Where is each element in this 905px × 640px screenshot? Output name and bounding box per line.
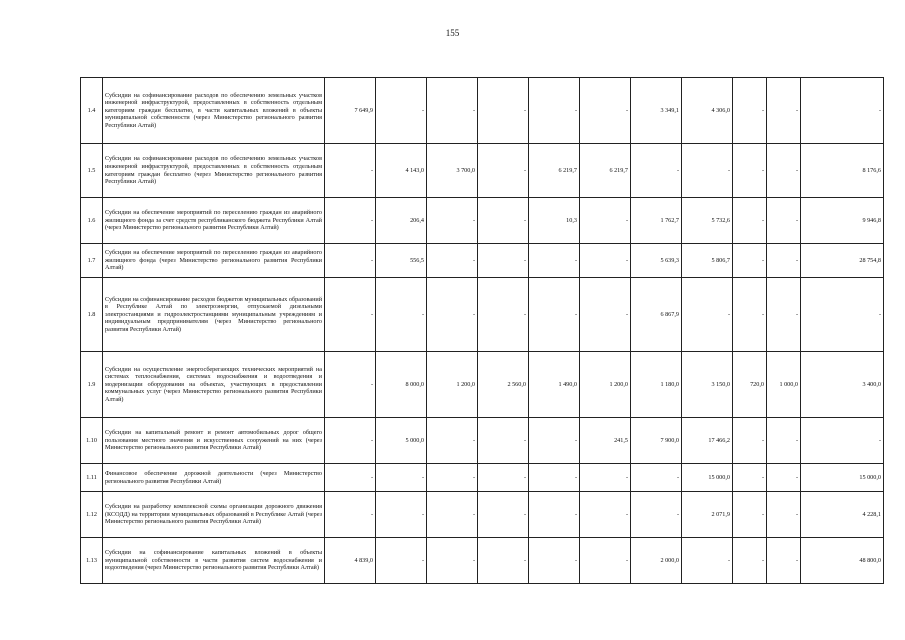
row-number: 1.5 (81, 144, 103, 198)
value-cell: - (767, 492, 801, 538)
value-cell: - (580, 464, 631, 492)
table-row (81, 244, 884, 278)
table-row (81, 492, 884, 538)
value-cell: 9 946,8 (801, 198, 884, 244)
value-cell: - (529, 464, 580, 492)
value-cell: 8 000,0 (376, 352, 427, 418)
value-cell: - (376, 78, 427, 144)
value-cell: - (478, 418, 529, 464)
row-description: Субсидии на обеспечение мероприятий по переселению граждан из аварийного жилищного фонда за счет средств республиканского бюджета Республики Алтай (через Министерство регионального развития Республики Алтай) (103, 198, 325, 244)
value-cell: - (580, 198, 631, 244)
value-cell: - (325, 144, 376, 198)
row-description: Субсидии на капитальный ремонт и ремонт автомобильных дорог общего пользования местного значения и искусственных сооружений на них (через Министерство регионального развития Республики Алтай) (103, 418, 325, 464)
row-number: 1.10 (81, 418, 103, 464)
value-cell: 4 143,0 (376, 144, 427, 198)
value-cell: 1 762,7 (631, 198, 682, 244)
value-cell: 5 732,6 (682, 198, 733, 244)
row-description: Субсидии на софинансирование расходов по обеспечению земельных участков инженерной инфраструктурой, предоставленных в собственность отдельным категориям граждан бесплатно, в части капитальных вложений в объекты муниципальной собственности (через Министерство регионального развития Республики Алтай) (103, 78, 325, 144)
value-cell: 17 466,2 (682, 418, 733, 464)
value-cell: - (478, 464, 529, 492)
value-cell: - (580, 278, 631, 352)
value-cell: 3 150,0 (682, 352, 733, 418)
value-cell: 4 839,0 (325, 538, 376, 584)
value-cell: - (529, 244, 580, 278)
value-cell: 7 649,9 (325, 78, 376, 144)
table-row (81, 198, 884, 244)
table-row (81, 144, 884, 198)
row-description: Финансовое обеспечение дорожной деятельности (через Министерство регионального развития Республики Алтай) (103, 464, 325, 492)
value-cell: - (767, 198, 801, 244)
value-cell: - (733, 464, 767, 492)
value-cell: - (767, 144, 801, 198)
row-number: 1.8 (81, 278, 103, 352)
value-cell: - (376, 278, 427, 352)
value-cell: - (325, 198, 376, 244)
value-cell: - (478, 78, 529, 144)
value-cell: - (325, 278, 376, 352)
row-number: 1.11 (81, 464, 103, 492)
value-cell: 6 219,7 (580, 144, 631, 198)
value-cell: 1 200,0 (580, 352, 631, 418)
value-cell: 2 071,9 (682, 492, 733, 538)
value-cell: - (325, 352, 376, 418)
value-cell: - (478, 538, 529, 584)
value-cell: 241,5 (580, 418, 631, 464)
value-cell: 1 490,0 (529, 352, 580, 418)
value-cell: - (580, 492, 631, 538)
value-cell: - (478, 198, 529, 244)
value-cell: - (733, 538, 767, 584)
table-row (81, 418, 884, 464)
value-cell: 5 000,0 (376, 418, 427, 464)
value-cell: 3 349,1 (631, 78, 682, 144)
value-cell: - (767, 418, 801, 464)
value-cell: - (631, 144, 682, 198)
value-cell: 1 180,0 (631, 352, 682, 418)
value-cell: - (801, 278, 884, 352)
value-cell: - (682, 538, 733, 584)
value-cell: - (767, 78, 801, 144)
value-cell: - (325, 244, 376, 278)
table-row (81, 352, 884, 418)
row-number: 1.7 (81, 244, 103, 278)
table-row (81, 538, 884, 584)
value-cell: - (529, 492, 580, 538)
row-description: Субсидии на софинансирование капитальных вложений в объекты муниципальной собственности в части развития систем водоснабжения и водоотведения (через Министерство регионального развития Республики Алтай) (103, 538, 325, 584)
value-cell: - (376, 492, 427, 538)
row-number: 1.12 (81, 492, 103, 538)
value-cell: - (580, 244, 631, 278)
value-cell: - (529, 538, 580, 584)
value-cell: - (801, 78, 884, 144)
row-description: Субсидии на софинансирование расходов по обеспечению земельных участков инженерной инфраструктурой, предоставленных в собственность отдельным категориям граждан бесплатно (через Министерство регионального развития Республики Алтай) (103, 144, 325, 198)
value-cell: - (631, 492, 682, 538)
budget-table (80, 77, 884, 584)
value-cell: - (733, 492, 767, 538)
row-description: Субсидии на обеспечение мероприятий по переселению граждан из аварийного жилищного фонда (через Министерство регионального развития Республики Алтай) (103, 244, 325, 278)
value-cell: - (767, 538, 801, 584)
value-cell: 206,4 (376, 198, 427, 244)
value-cell: 720,0 (733, 352, 767, 418)
row-description: Субсидии на софинансирование расходов бюджетов муниципальных образований в Республике Алтай по электроэнергии, отпускаемой дизельными электростанциями и гидроэлектростанциями муниципальным учреждениям и индивидуальным предпринимателям (через Министерство регионального развития Республики Алтай) (103, 278, 325, 352)
value-cell: - (427, 198, 478, 244)
value-cell: - (325, 492, 376, 538)
value-cell: 3 700,0 (427, 144, 478, 198)
value-cell: - (478, 244, 529, 278)
page-number: 155 (445, 28, 460, 38)
value-cell: 10,3 (529, 198, 580, 244)
value-cell: 4 228,1 (801, 492, 884, 538)
value-cell: - (427, 244, 478, 278)
value-cell: - (427, 492, 478, 538)
row-number: 1.4 (81, 78, 103, 144)
value-cell: - (427, 78, 478, 144)
value-cell: - (478, 278, 529, 352)
value-cell: 2 560,0 (478, 352, 529, 418)
value-cell: - (580, 78, 631, 144)
value-cell: - (682, 278, 733, 352)
value-cell: - (733, 244, 767, 278)
value-cell: - (733, 278, 767, 352)
value-cell: - (427, 464, 478, 492)
value-cell: 48 800,0 (801, 538, 884, 584)
value-cell: - (376, 538, 427, 584)
row-description: Субсидии на разработку комплексной схемы организации дорожного движения (КСОДД) на территории муниципальных образований в Республике Алтай (через Министерство регионального развития Республики Алтай) (103, 492, 325, 538)
value-cell: - (580, 538, 631, 584)
value-cell: 5 806,7 (682, 244, 733, 278)
value-cell: - (631, 464, 682, 492)
table-row (81, 464, 884, 492)
table-row (81, 278, 884, 352)
value-cell: - (478, 144, 529, 198)
value-cell: - (427, 278, 478, 352)
value-cell: 28 754,8 (801, 244, 884, 278)
value-cell: 5 639,3 (631, 244, 682, 278)
value-cell: - (427, 418, 478, 464)
value-cell: 15 000,0 (801, 464, 884, 492)
value-cell: - (733, 144, 767, 198)
value-cell: - (733, 418, 767, 464)
value-cell: 2 000,0 (631, 538, 682, 584)
row-number: 1.13 (81, 538, 103, 584)
value-cell: 15 000,0 (682, 464, 733, 492)
value-cell: 1 000,0 (767, 352, 801, 418)
value-cell: 7 900,0 (631, 418, 682, 464)
value-cell: - (801, 418, 884, 464)
row-description: Субсидии на осуществление энергосберегающих технических мероприятий на системах теплоснабжения, системах водоснабжения и водоотведения и модернизации оборудования на объектах, участвующих в предоставлении коммунальных услуг (через Министерство регионального развития Республики Алтай) (103, 352, 325, 418)
value-cell: - (733, 78, 767, 144)
value-cell: - (529, 78, 580, 144)
value-cell: 6 219,7 (529, 144, 580, 198)
value-cell: - (682, 144, 733, 198)
value-cell: 6 867,9 (631, 278, 682, 352)
value-cell: 1 200,0 (427, 352, 478, 418)
row-number: 1.9 (81, 352, 103, 418)
row-number: 1.6 (81, 198, 103, 244)
value-cell: - (478, 492, 529, 538)
value-cell: - (529, 418, 580, 464)
value-cell: 556,5 (376, 244, 427, 278)
value-cell: - (325, 418, 376, 464)
value-cell: - (325, 464, 376, 492)
value-cell: - (767, 244, 801, 278)
value-cell: - (376, 464, 427, 492)
value-cell: - (767, 464, 801, 492)
value-cell: - (529, 278, 580, 352)
value-cell: 4 306,0 (682, 78, 733, 144)
value-cell: 3 400,0 (801, 352, 884, 418)
value-cell: - (427, 538, 478, 584)
value-cell: - (733, 198, 767, 244)
table-row (81, 78, 884, 144)
value-cell: - (767, 278, 801, 352)
value-cell: 8 176,6 (801, 144, 884, 198)
